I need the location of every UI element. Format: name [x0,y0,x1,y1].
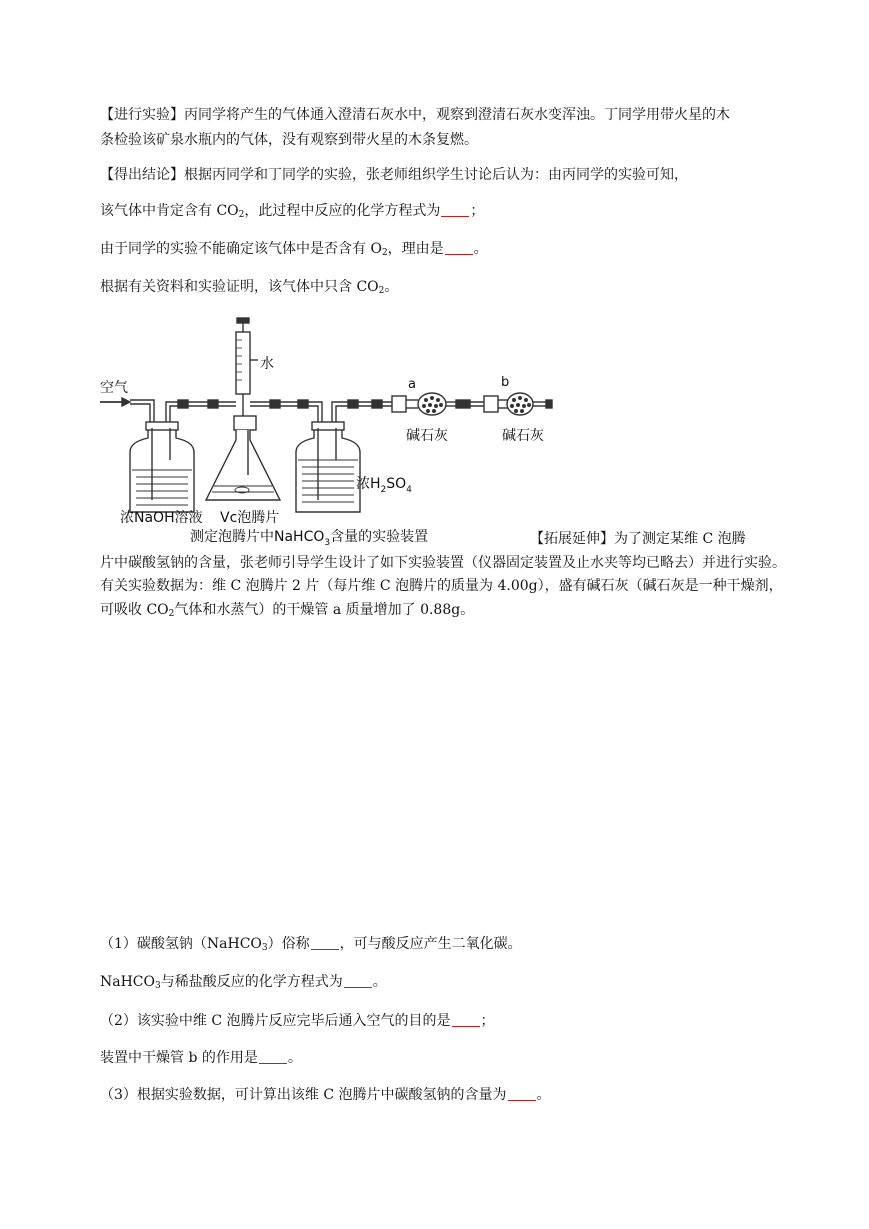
tube-b-label: b [501,375,510,390]
answer-blank[interactable] [441,202,469,217]
soda-lime-label-b: 碱石灰 [502,428,544,444]
question-2b: 装置中干燥管 b 的作用是 。 [100,1050,302,1066]
conclusion-line-2: 该气体中肯定含有 $CO_2$，此过程中反应的化学方程式为 ； [100,203,485,220]
experiment-line-1: 【进行实验】丙同学将产生的气体通入澄清石灰水中，观察到澄清石灰水变浑浊。丁同学用带火星的木 [100,107,730,123]
h2so4-label: 浓$H_2SO_4$ [356,476,412,495]
answer-blank[interactable] [445,240,473,255]
question-3: （3）根据实验数据，可计算出该维 C 泡腾片中碳酸氢钠的含量为 。 [100,1087,551,1103]
tube-a-label: a [408,377,416,392]
vc-label: Vc泡腾片 [220,510,280,526]
answer-blank[interactable] [259,1049,287,1064]
answer-blank[interactable] [452,1012,480,1027]
syringe-handle [237,318,249,323]
question-1b: NaHCO$_3$与稀盐酸反应的化学方程式为 。 [100,974,387,991]
answer-blank[interactable] [508,1086,536,1101]
answer-blank[interactable] [311,935,339,950]
experiment-line-2: 条检验该矿泉水瓶内的气体，没有观察到带火星的木条复燃。 [100,132,478,148]
water-label: 水 [260,356,274,372]
extension-paragraph: 【拓展延伸】为了测定某维 C 泡腾 片中碳酸氢钠的含量，张老师引导学生设计了如下实验装置（仪器固定装置及止水夹等均已略去）并进行实验。有关实验数据为：维 C 泡腾片 2 片（每片维 C 泡腾片的质量为 4.00g），盛有碱石灰（碱石灰是一种干燥剂，可吸收 $CO_2$气体和水蒸气）的干燥管 a 质量增加了 0.88g。 [100,531,786,619]
section-tag: 【拓展延伸】 [530,531,614,547]
question-2: （2）该实验中维 C 泡腾片反应完毕后通入空气的目的是 ； [100,1013,495,1029]
conclusion-line-3: 由于同学的实验不能确定该气体中是否含有 $O_2$，理由是 。 [100,241,488,258]
air-label: 空气 [100,380,128,396]
flask-stopper [234,416,256,430]
conical-flask [206,430,280,500]
section-tag: 【得出结论】 [100,167,184,183]
syringe-barrel [236,332,250,394]
conclusion-line-1: 【得出结论】根据丙同学和丁同学的实验，张老师组织学生讨论后认为：由丙同学的实验可知， [100,167,688,183]
naoh-label: 浓NaOH溶液 [120,510,203,526]
conclusion-line-4: 根据有关资料和实验证明，该气体中只含 $CO_2$。 [100,279,399,296]
apparatus-diagram [100,310,560,550]
soda-lime-label-a: 碱石灰 [406,428,448,444]
figure-caption: 测定泡腾片中NaHCO$_3$含量的实验装置 [190,529,429,548]
answer-blank[interactable] [344,973,372,988]
h2so4-bottle [296,428,360,512]
question-1: （1）碳酸氢钠（NaHCO$_3$）俗称 ，可与酸反应产生二氧化碳。 [100,936,522,953]
section-tag: 【进行实验】 [100,107,184,123]
